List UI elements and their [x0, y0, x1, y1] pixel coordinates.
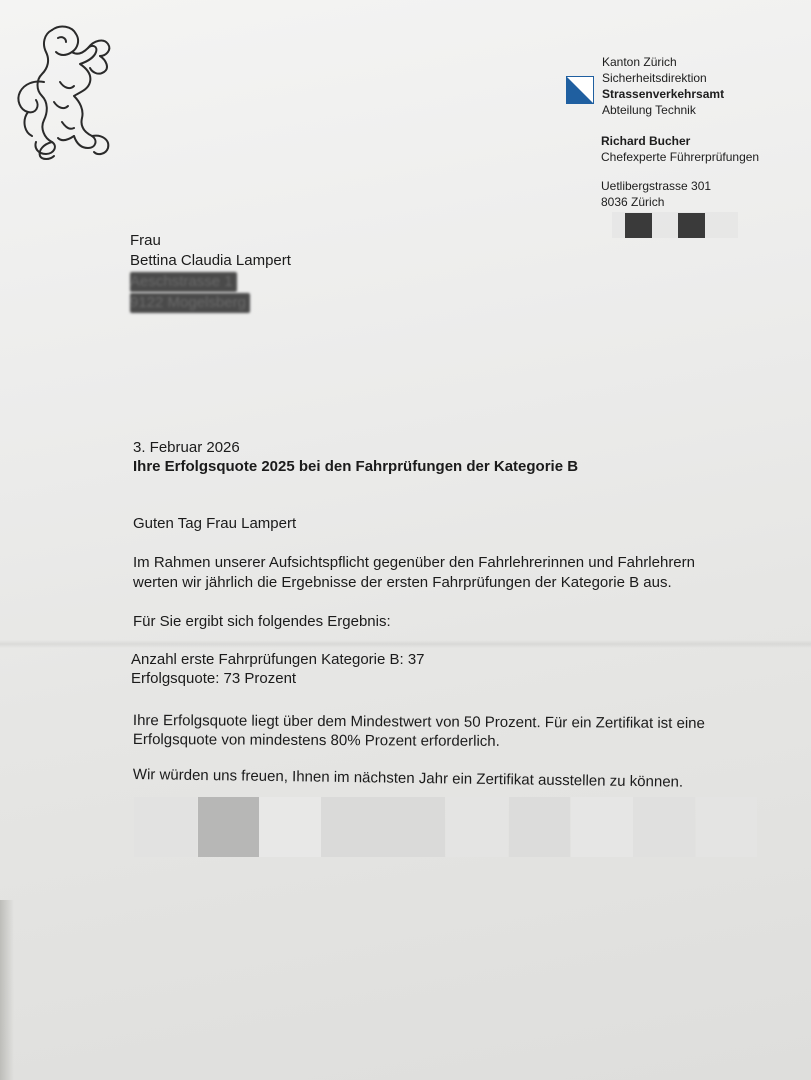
paragraph-1-line-1: Im Rahmen unserer Aufsichtspflicht gegenüber den Fahrlehrerinnen und Fahrlehrern — [133, 554, 695, 571]
signature-redaction — [321, 797, 445, 857]
contact-role: Chefexperte Führerprüfungen — [601, 150, 760, 164]
closing-sentence: Wir würden uns freuen, Ihnen im nächsten Jahr ein Zertifikat ausstellen zu können. — [132, 765, 684, 791]
result-intro: Für Sie ergibt sich folgendes Ergebnis: — [133, 613, 391, 630]
authority-lines — [602, 54, 724, 118]
recipient-name: Bettina Claudia Lampert — [130, 252, 291, 269]
count-line: Anzahl erste Fahrprüfungen Kategorie B: 37 — [131, 651, 425, 668]
redaction-block — [625, 213, 652, 238]
contact-person — [601, 133, 759, 165]
signature-redaction — [446, 797, 508, 857]
paper-edge — [0, 900, 14, 1080]
department-label: Abteilung Technik — [602, 103, 696, 117]
letter-date: 3. Februar 2026 — [133, 439, 240, 456]
letter-subject: Ihre Erfolgsquote 2025 bei den Fahrprüfungen der Kategorie B — [133, 458, 579, 475]
recipient-address — [130, 231, 291, 313]
office-street: Uetlibergstrasse 301 — [601, 179, 712, 193]
office-address — [601, 178, 711, 210]
contact-name: Richard Bucher — [601, 134, 691, 148]
office-label: Strassenverkehrsamt — [602, 87, 725, 101]
paragraph-1-line-2: werten wir jährlich die Ergebnisse der ersten Fahrprüfungen der Kategorie B aus. — [133, 574, 672, 591]
office-city: 8036 Zürich — [601, 195, 665, 209]
signature-redaction — [198, 797, 259, 857]
zurich-flag-icon — [566, 76, 594, 104]
letter-greeting: Guten Tag Frau Lampert — [133, 515, 297, 532]
signature-redaction — [696, 797, 757, 857]
recipient-street-redacted: Aeschstrasse 1 — [130, 272, 237, 292]
paper-fold — [0, 640, 811, 648]
recipient-salutation: Frau — [130, 232, 161, 249]
signature-redaction — [633, 797, 695, 857]
zurich-lion-icon — [14, 22, 116, 162]
signature-redaction — [134, 797, 197, 857]
signature-redaction — [509, 797, 570, 857]
directorate-label: Sicherheitsdirektion — [602, 71, 707, 85]
signature-redaction — [259, 797, 321, 857]
paragraph-3-line-2: Erfolgsquote von mindestens 80% Prozent erforderlich. — [132, 731, 500, 750]
canton-label: Kanton Zürich — [602, 55, 677, 69]
rate-line: Erfolgsquote: 73 Prozent — [131, 670, 297, 687]
recipient-city-redacted: 9122 Mogelsberg — [130, 293, 250, 313]
paragraph-3-line-1: Ihre Erfolgsquote liegt über dem Mindestwert von 50 Prozent. Für ein Zertifikat ist eine — [132, 712, 705, 732]
signature-redaction — [571, 797, 633, 857]
redaction-block — [678, 213, 705, 238]
